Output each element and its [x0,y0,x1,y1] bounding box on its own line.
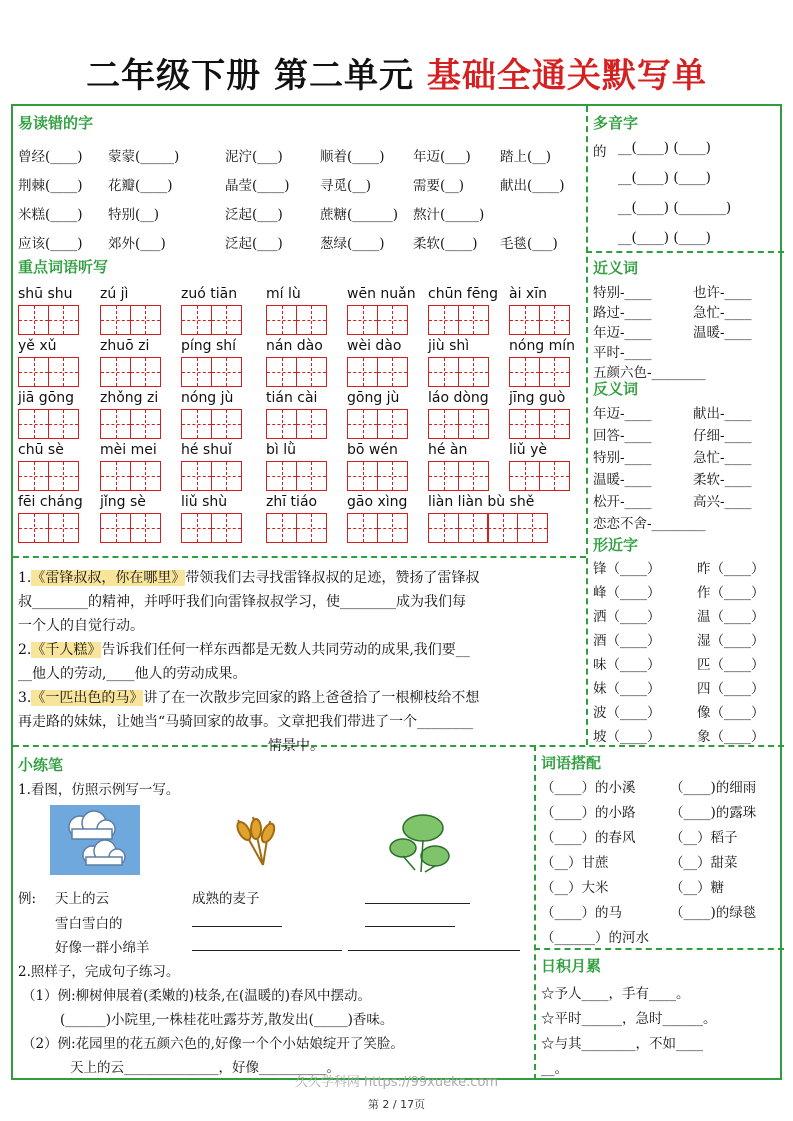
example-line-1: 天上的云 [55,891,109,907]
writing-cell[interactable] [130,513,161,543]
r6-item[interactable]: ☆与其________，不如____ [541,1036,703,1052]
writing-grid[interactable] [18,409,77,439]
r6-item[interactable]: ☆予人____，手有____。 [541,986,690,1002]
pinyin-label: jǐng sè [100,494,146,510]
r6-item[interactable]: __。 [541,1061,568,1077]
misread-word[interactable]: 泥泞(___) [225,149,283,165]
writing-grid[interactable] [181,409,240,439]
writing-cell[interactable] [211,357,242,387]
pinyin-label: ài xīn [509,286,547,302]
writing-cell[interactable] [517,513,548,543]
writing-grid[interactable] [181,357,240,387]
writing-cell[interactable] [458,305,489,335]
r3-item[interactable]: 急忙-____ [693,450,752,466]
practice-q2-1-answer: (______)小院里,一株桂花吐露芬芳,散发出(_____)香味。 [60,1012,394,1028]
writing-grid[interactable] [347,357,406,387]
writing-grid[interactable] [428,409,487,439]
pinyin-label: hé àn [428,442,468,458]
writing-grid[interactable] [18,305,77,335]
writing-cell[interactable] [18,357,49,387]
pinyin-label: zhī tiáo [266,494,318,510]
writing-grid[interactable] [18,357,77,387]
pinyin-label: jīng guò [509,390,566,406]
writing-cell[interactable] [211,409,242,439]
divider-right-1 [586,251,784,253]
r5-item[interactable]: （____)的细雨 [670,780,757,796]
writing-cell[interactable] [296,357,327,387]
question-1-cont: 叔________的精神，并呼吁我们向雷锋叔叔学习，使________成为我们每 [18,594,466,610]
writing-cell[interactable] [130,305,161,335]
writing-grid[interactable] [100,513,159,543]
writing-cell[interactable] [539,305,570,335]
r4-item[interactable]: 像（____） [697,705,765,721]
writing-grid[interactable] [509,305,568,335]
pinyin-label: liǔ shù [181,494,228,510]
writing-cell[interactable] [130,461,161,491]
example-line-3: 好像一群小绵羊 [55,940,150,956]
pinyin-label: tián cài [266,390,318,406]
writing-cell[interactable] [428,513,459,543]
writing-cell[interactable] [487,513,518,543]
r3-item[interactable]: 高兴-____ [693,494,752,510]
writing-cell[interactable] [181,409,212,439]
writing-cell[interactable] [211,513,242,543]
polyphone-char: 的 [593,144,607,160]
writing-grid[interactable] [266,409,325,439]
answer-line-lotus-3[interactable] [348,950,520,951]
writing-cell[interactable] [266,305,297,335]
r2-item[interactable]: 路过-____ [593,305,652,321]
writing-cell[interactable] [130,357,161,387]
r5-item[interactable]: （____）的马 [541,905,622,921]
r5-item[interactable]: （____）的小溪 [541,780,636,796]
section-heading-misread: 易读错的字 [18,114,94,132]
writing-cell[interactable] [347,357,378,387]
pinyin-label: yě xǔ [18,338,57,354]
r4-item[interactable]: 温（____） [697,609,765,625]
pinyin-label: zuó tiān [181,286,238,302]
writing-cell[interactable] [539,461,570,491]
writing-grid[interactable] [428,461,487,491]
r5-item[interactable]: （______）的河水 [541,930,649,946]
r4-item[interactable]: 匹（____） [697,657,765,673]
divider-vertical-bottom [534,745,536,1080]
answer-line-wheat-1[interactable] [192,926,282,927]
writing-cell[interactable] [266,357,297,387]
writing-cell[interactable] [100,461,131,491]
r4-item[interactable]: 锋（____） [593,561,661,577]
writing-cell[interactable] [296,461,327,491]
r3-item[interactable]: 松开-____ [593,494,652,510]
pinyin-label: nán dào [266,338,323,354]
misread-word[interactable]: 米糕(____) [18,207,83,223]
wheat-label: 成熟的麦子 [192,891,260,907]
question-1: 1.《雷锋叔叔，你在哪里》带领我们去寻找雷锋叔叔的足迹，赞扬了雷锋叔 [18,570,480,586]
pinyin-label: fēi cháng [18,494,83,510]
writing-cell[interactable] [266,461,297,491]
section-heading-synonyms: 近义词 [593,259,639,277]
writing-cell[interactable] [377,513,408,543]
writing-cell[interactable] [48,409,79,439]
writing-grid[interactable] [266,513,325,543]
writing-cell[interactable] [48,305,79,335]
writing-grid[interactable] [266,305,325,335]
writing-grid[interactable] [428,357,487,387]
r3-item[interactable]: 回答-____ [593,428,652,444]
r6-item[interactable]: ☆平时______，急时______。 [541,1011,717,1027]
misread-word[interactable]: 泛起(___) [225,207,283,223]
r3-item[interactable]: 献出-____ [693,406,752,422]
practice-q2-2: （2）例:花园里的花五颜六色的,好像一个个小姑娘绽开了笑脸。 [22,1036,404,1052]
r3-item[interactable]: 温暖-____ [593,472,652,488]
writing-cell[interactable] [509,357,540,387]
writing-cell[interactable] [18,305,49,335]
writing-cell[interactable] [509,305,540,335]
question-2-cont: __他人的劳动,____他人的劳动成果。 [18,666,247,682]
example-line-2: 雪白雪白的 [55,916,123,932]
writing-grid[interactable] [100,357,159,387]
r1-item[interactable]: __(____) (____) [618,230,711,246]
r2-item[interactable]: 温暖-____ [693,325,752,341]
writing-cell[interactable] [458,357,489,387]
r5-item[interactable]: （____）的小路 [541,805,636,821]
writing-grid[interactable] [347,409,406,439]
pinyin-label: hé shuǐ [181,442,232,458]
question-2: 2.《千人糕》告诉我们任何一样东西都是无数人共同劳动的成果,我们要__ [18,642,470,658]
writing-cell[interactable] [48,513,79,543]
writing-cell[interactable] [428,409,459,439]
pinyin-label: wēn nuǎn [347,286,416,302]
writing-grid[interactable] [509,409,568,439]
pinyin-label: mèi mei [100,442,157,458]
misread-word[interactable]: 荆棘(____) [18,178,83,194]
section-heading-antonyms: 反义词 [593,380,639,398]
writing-grid[interactable] [266,357,325,387]
practice-q1: 1.看图，仿照示例写一写。 [18,782,180,798]
practice-q2-2-answer: 天上的云______________，好像__________。 [70,1060,340,1076]
misread-word[interactable]: 柔软(____) [413,236,478,252]
writing-grid[interactable] [347,513,406,543]
pinyin-label: chū sè [18,442,64,458]
pinyin-label: bō wén [347,442,398,458]
writing-cell[interactable] [181,461,212,491]
pinyin-label: nóng jù [181,390,234,406]
r4-item[interactable]: 味（____） [593,657,661,673]
writing-grid[interactable] [509,461,568,491]
misread-word[interactable]: 蒙蒙(_____) [108,149,180,165]
writing-cell[interactable] [18,461,49,491]
pinyin-label: shū shu [18,286,73,302]
writing-grid[interactable] [181,461,240,491]
writing-grid[interactable] [181,513,240,543]
r1-item[interactable]: __(____) (____) [618,170,711,186]
writing-cell[interactable] [181,513,212,543]
question-3: 3.《一匹出色的马》讲了在一次散步完回家的路上爸爸拾了一根柳枝给不想 [18,690,480,706]
writing-grid[interactable] [18,461,77,491]
writing-cell[interactable] [296,305,327,335]
r2-item[interactable]: 平时-____ [593,345,652,361]
r3-item[interactable]: 柔软-____ [693,472,752,488]
writing-cell[interactable] [347,461,378,491]
r3-item[interactable]: 年迈-____ [593,406,652,422]
writing-grid[interactable] [18,513,77,543]
writing-cell[interactable] [377,461,408,491]
r4-item[interactable]: 峰（____） [593,585,661,601]
writing-cell[interactable] [266,513,297,543]
misread-word[interactable]: 寻觅(__) [320,178,372,194]
section-heading-collocation: 词语搭配 [541,754,602,772]
r4-item[interactable]: 象（____） [697,729,765,745]
r5-item[interactable]: （____）的春风 [541,830,636,846]
writing-cell[interactable] [18,409,49,439]
watermark-footer: 久久学科网 https://99xueke.com [294,1075,499,1090]
r5-item[interactable]: （__）甜菜 [670,855,738,871]
lotus-leaf-picture [385,810,455,875]
writing-grid[interactable] [428,513,546,543]
writing-cell[interactable] [48,461,79,491]
writing-cell[interactable] [100,357,131,387]
pinyin-label: liàn liàn bù shě [428,494,535,510]
writing-grid[interactable] [509,357,568,387]
section-heading-practice: 小练笔 [18,756,64,774]
writing-cell[interactable] [509,461,540,491]
misread-word[interactable]: 献出(____) [500,178,565,194]
r4-item[interactable]: 四（____） [697,681,765,697]
r4-item[interactable]: 湿（____） [697,633,765,649]
misread-word[interactable]: 需要(__) [413,178,465,194]
writing-cell[interactable] [539,409,570,439]
writing-cell[interactable] [458,513,489,543]
misread-word[interactable]: 蔗糖(______) [320,207,399,223]
writing-grid[interactable] [428,305,487,335]
writing-cell[interactable] [509,409,540,439]
answer-line-lotus-1[interactable] [365,903,470,904]
practice-q2: 2.照样子，完成句子练习。 [18,964,180,980]
r5-item[interactable]: （__）糖 [670,880,724,896]
misread-word[interactable]: 应该(____) [18,236,83,252]
r4-item[interactable]: 妹（____） [593,681,661,697]
writing-grid[interactable] [266,461,325,491]
writing-cell[interactable] [458,461,489,491]
writing-grid[interactable] [100,305,159,335]
divider-left-mid [13,556,586,558]
writing-cell[interactable] [347,305,378,335]
misread-word[interactable]: 郊外(___) [108,236,166,252]
r1-item[interactable]: __(____) (_______) [618,200,732,216]
writing-cell[interactable] [181,357,212,387]
writing-cell[interactable] [428,461,459,491]
title-main: 二年级下册 第二单元 [86,56,427,96]
r5-item[interactable]: （__）稻子 [670,830,738,846]
pinyin-label: zú jì [100,286,129,302]
question-3-end: 情景中。 [268,738,324,754]
wheat-picture [228,815,283,870]
writing-cell[interactable] [296,409,327,439]
r4-item[interactable]: 作（____） [697,585,765,601]
writing-grid[interactable] [100,461,159,491]
writing-cell[interactable] [296,513,327,543]
page-title [0,48,793,97]
pinyin-label: mí lù [266,286,301,302]
writing-cell[interactable] [18,513,49,543]
pinyin-label: nóng mín [509,338,576,354]
pinyin-label: zhǒng zi [100,390,159,406]
misread-word[interactable]: 晶莹(____) [225,178,290,194]
pinyin-label: bì lǜ [266,442,296,458]
r3-item[interactable]: 仔细-____ [693,428,752,444]
r4-item[interactable]: 波（____） [593,705,661,721]
question-1-end: 一个人的自觉行动。 [18,618,144,634]
divider-vertical-right [586,106,588,745]
r5-item[interactable]: （____)的绿毯 [670,905,757,921]
r3-item[interactable]: 恋恋不舍-________ [593,516,706,532]
writing-cell[interactable] [347,513,378,543]
writing-cell[interactable] [48,357,79,387]
writing-cell[interactable] [347,409,378,439]
pinyin-label: wèi dào [347,338,402,354]
r3-item[interactable]: 特别-____ [593,450,652,466]
writing-cell[interactable] [428,305,459,335]
writing-cell[interactable] [211,461,242,491]
r5-item[interactable]: （__）甘蔗 [541,855,609,871]
r5-item[interactable]: （____)的露珠 [670,805,757,821]
r1-item[interactable]: __(____) (____) [618,140,711,156]
misread-word[interactable]: 年迈(___) [413,149,471,165]
r4-item[interactable]: 昨（____） [697,561,765,577]
writing-cell[interactable] [539,357,570,387]
pinyin-label: zhuō zi [100,338,150,354]
writing-cell[interactable] [428,357,459,387]
reading-questions [18,566,580,758]
writing-cell[interactable] [458,409,489,439]
misread-word[interactable]: 葱绿(____) [320,236,385,252]
writing-cell[interactable] [181,305,212,335]
question-3-cont: 再走路的妹妹，让她当“马骑回家的故事。文章把我们带进了一个________ [18,714,474,730]
misread-word[interactable]: 熬汁(_____) [413,207,485,223]
example-label: 例: [18,891,37,907]
misread-word[interactable]: 顺着(____) [320,149,385,165]
section-heading-dictation: 重点词语听写 [18,258,109,276]
misread-word[interactable]: 毛毯(___) [500,236,558,252]
r4-item[interactable]: 洒（____） [593,609,661,625]
practice-q2-1: （1）例:柳树伸展着(柔嫩的)枝条,在(温暖的)春风中摆动。 [22,988,371,1004]
r4-item[interactable]: 坡（____） [593,729,661,745]
writing-grid[interactable] [181,305,240,335]
misread-word[interactable]: 花瓣(____) [108,178,173,194]
r4-item[interactable]: 酒（____） [593,633,661,649]
writing-cell[interactable] [100,513,131,543]
r2-item[interactable]: 也许-____ [693,285,752,301]
writing-cell[interactable] [100,305,131,335]
divider-right-2 [534,948,784,950]
writing-cell[interactable] [266,409,297,439]
writing-grid[interactable] [347,305,406,335]
pinyin-label: jiù shì [428,338,470,354]
pinyin-label: liǔ yè [509,442,548,458]
writing-cell[interactable] [130,409,161,439]
pinyin-label: láo dòng [428,390,489,406]
pinyin-label: jiā gōng [18,390,75,406]
r2-item[interactable]: 急忙-____ [693,305,752,321]
writing-cell[interactable] [100,409,131,439]
section-heading-similar-chars: 形近字 [593,536,639,554]
cloud-picture [50,805,140,875]
writing-cell[interactable] [377,357,408,387]
r2-item[interactable]: 特别-____ [593,285,652,301]
writing-grid[interactable] [347,461,406,491]
r2-item[interactable]: 年迈-____ [593,325,652,341]
page-number: 第 2 / 17页 [367,1098,426,1111]
pinyin-label: gōng jù [347,390,400,406]
pinyin-label: píng shí [181,338,237,354]
writing-cell[interactable] [377,409,408,439]
misread-word[interactable]: 泛起(___) [225,236,283,252]
pinyin-label: gāo xìng [347,494,408,510]
r5-item[interactable]: （__）大米 [541,880,609,896]
answer-line-wheat-2[interactable] [192,950,342,951]
misread-word[interactable]: 踏上(__) [500,149,552,165]
answer-line-lotus-2[interactable] [365,926,455,927]
r2-item[interactable]: 五颜六色-________ [593,365,706,381]
writing-cell[interactable] [377,305,408,335]
pinyin-label: chūn fēng [428,286,499,302]
section-heading-accumulation: 日积月累 [541,957,602,975]
writing-cell[interactable] [211,305,242,335]
section-heading-polyphone: 多音字 [593,114,639,132]
title-highlight: 基础全通关默写单 [426,56,707,96]
misread-word[interactable]: 特别(__) [108,207,160,223]
misread-word[interactable]: 曾经(____) [18,149,83,165]
writing-grid[interactable] [100,409,159,439]
